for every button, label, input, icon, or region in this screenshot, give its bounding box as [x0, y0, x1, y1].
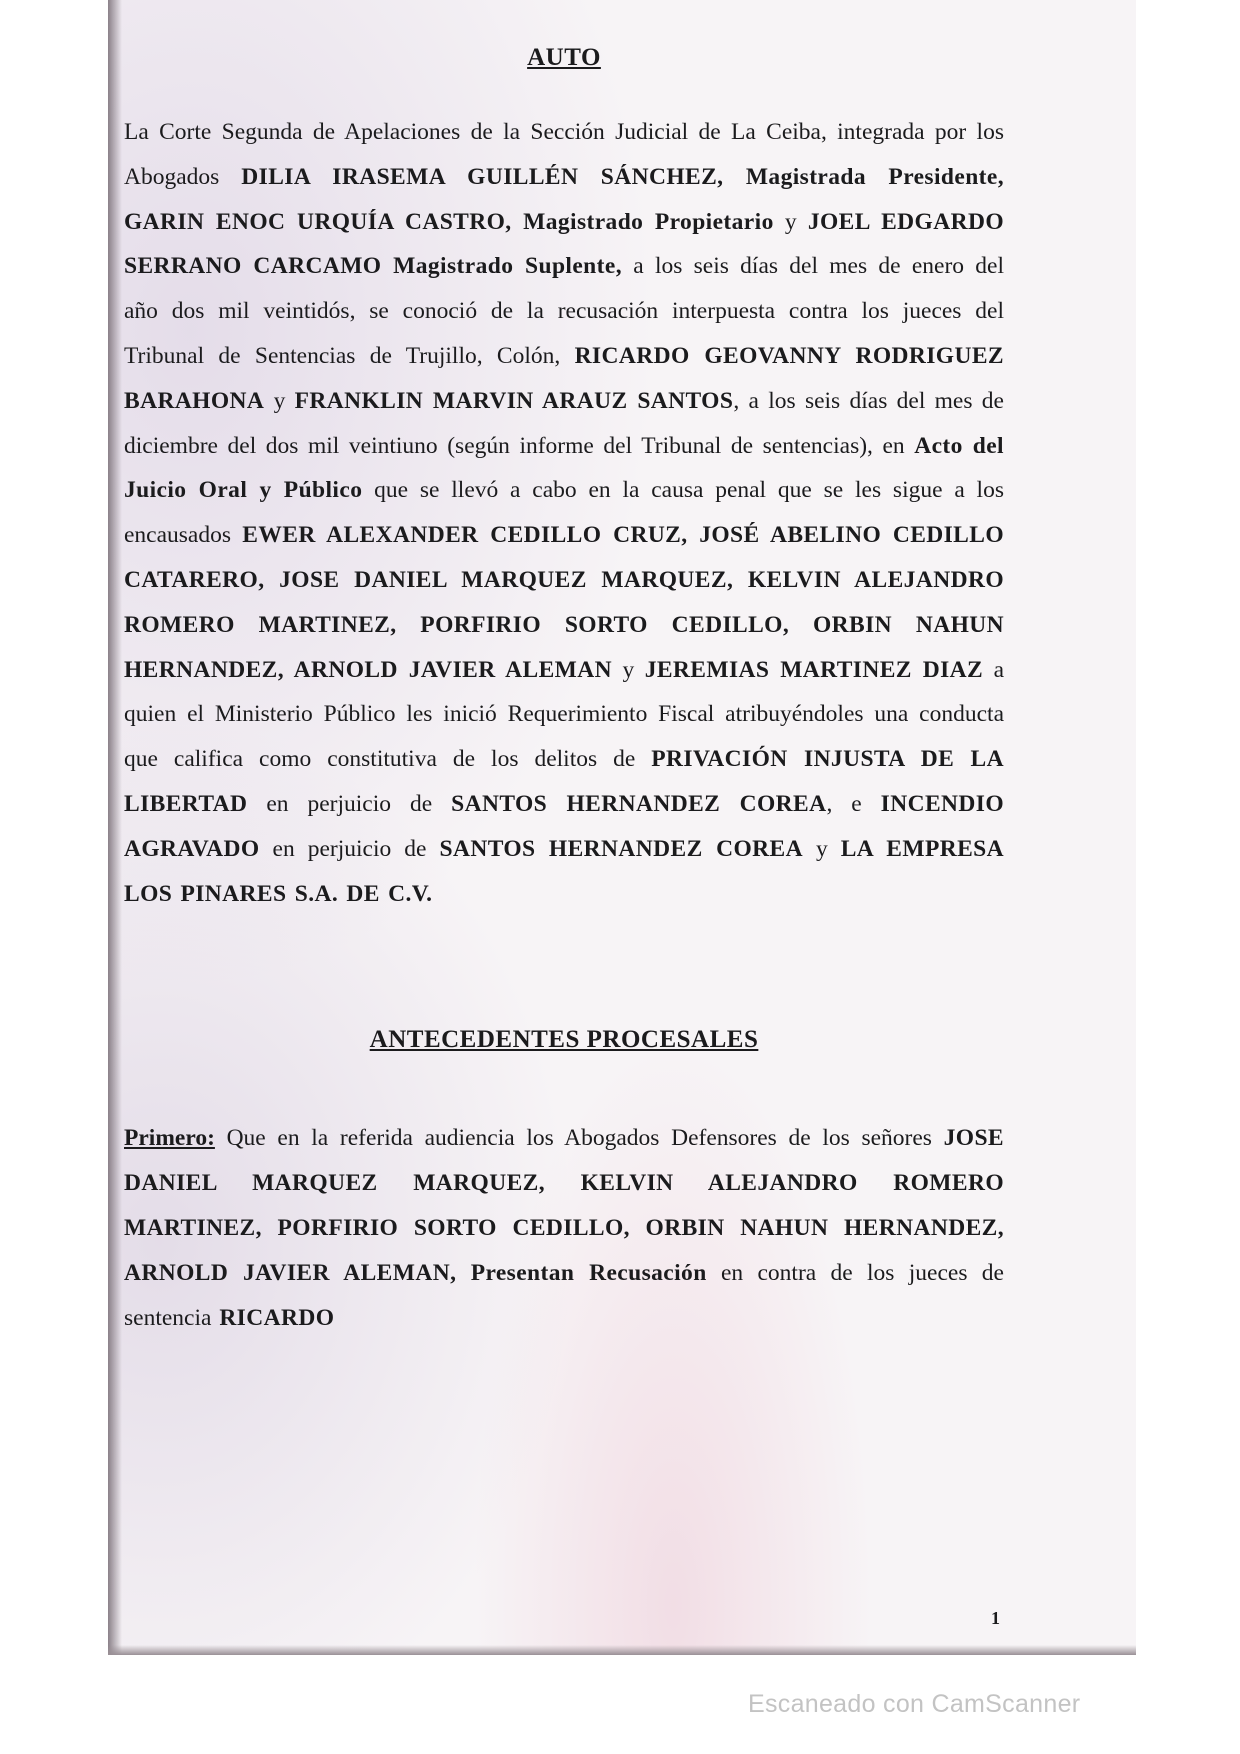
text-run: a los seis días del mes de enero del año dos mil veintidós, se conoció de la recusación interpuesta contra los jueces del Tribunal de Sentencias de Trujillo, Colón, — [124, 253, 1004, 369]
bold-text-run: LA EMPRESA LOS PINARES S.A. DE C.V. — [124, 835, 1004, 907]
text-run: , e — [826, 790, 881, 817]
scanned-page — [108, 0, 1136, 1655]
bold-text-run: SANTOS HERNANDEZ COREA — [451, 790, 827, 817]
bold-text-run: JEREMIAS MARTINEZ DIAZ — [644, 656, 984, 683]
scan-shadow-bottom — [108, 1645, 1136, 1655]
bold-text-run: FRANKLIN MARVIN ARAUZ SANTOS — [294, 387, 734, 414]
text-run: en perjuicio de — [259, 835, 440, 862]
bold-text-run: INCENDIO AGRAVADO — [124, 790, 1004, 862]
document-title: AUTO — [527, 44, 601, 71]
bold-text-run: PRIVACIÓN INJUSTA DE LA LIBERTAD — [124, 746, 1004, 817]
bold-text-run: JOSE DANIEL MARQUEZ MARQUEZ, KELVIN ALEJANDRO ROMERO MARTINEZ, PORFIRIO SORTO CEDILLO, ORBIN NAHUN HERNANDEZ, ARNOLD JAVIER ALEMAN, — [124, 1125, 1004, 1286]
text-run: La Corte Segunda de Apelaciones de la Sección Judicial de La Ceiba, integrada por los Abogados — [124, 119, 1004, 190]
bold-text-run: SANTOS HERNANDEZ COREA — [439, 835, 803, 862]
text-run: y — [264, 387, 295, 414]
bold-text-run: Presentan Recusación — [470, 1259, 707, 1286]
text-run: , a los seis días del mes de diciembre del dos mil veintiuno (según informe del Tribunal de sentencias), en — [124, 387, 1004, 459]
paragraph-lead: Primero: — [124, 1125, 215, 1152]
text-run: a quien el Ministerio Público les inició Requerimiento Fiscal atribuyéndoles una conducta que califica como constitutiva de los delitos de — [124, 656, 1004, 773]
text-run: en perjuicio de — [247, 790, 452, 817]
section-heading: ANTECEDENTES PROCESALES — [369, 1026, 759, 1054]
opening-paragraph — [124, 110, 1004, 916]
page-number: 1 — [991, 1608, 1000, 1628]
camscanner-watermark: Escaneado con CamScanner — [748, 1690, 1081, 1718]
text-run: Que en la referida audiencia los Abogados Defensores de los señores — [214, 1125, 944, 1152]
primero-paragraph — [124, 1116, 1004, 1340]
scan-shadow-left — [108, 0, 122, 1655]
text-run: que se llevó a cabo en la causa penal que se les sigue a los encausados — [124, 477, 1004, 549]
text-run: en contra de los jueces de sentencia — [124, 1259, 1004, 1331]
document-body — [124, 44, 1004, 1340]
bold-text-run: EWER ALEXANDER CEDILLO CRUZ, JOSÉ ABELINO CEDILLO CATARERO, JOSE DANIEL MARQUEZ MARQUEZ, KELVIN ALEJANDRO ROMERO MARTINEZ, PORFIRIO SORTO CEDILLO, ORBIN NAHUN HERNANDEZ, ARNOLD JAVIER ALEMAN — [124, 522, 1005, 683]
bold-text-run: DILIA IRASEMA GUILLÉN SÁNCHEZ, Magistrada Presidente, GARIN ENOC URQUÍA CASTRO, Magistrado Propietario — [124, 163, 1005, 235]
bold-text-run: Acto del Juicio Oral y Público — [124, 432, 1004, 504]
text-run — [456, 1260, 470, 1286]
text-run: y — [802, 835, 841, 862]
bold-text-run: RICARDO — [219, 1304, 335, 1331]
text-run: y — [773, 208, 808, 235]
bold-text-run: RICARDO GEOVANNY RODRIGUEZ BARAHONA — [124, 342, 1004, 414]
bold-text-run: JOEL EDGARDO SERRANO CARCAMO Magistrado Suplente, — [124, 208, 1004, 280]
text-run: y — [612, 656, 645, 683]
